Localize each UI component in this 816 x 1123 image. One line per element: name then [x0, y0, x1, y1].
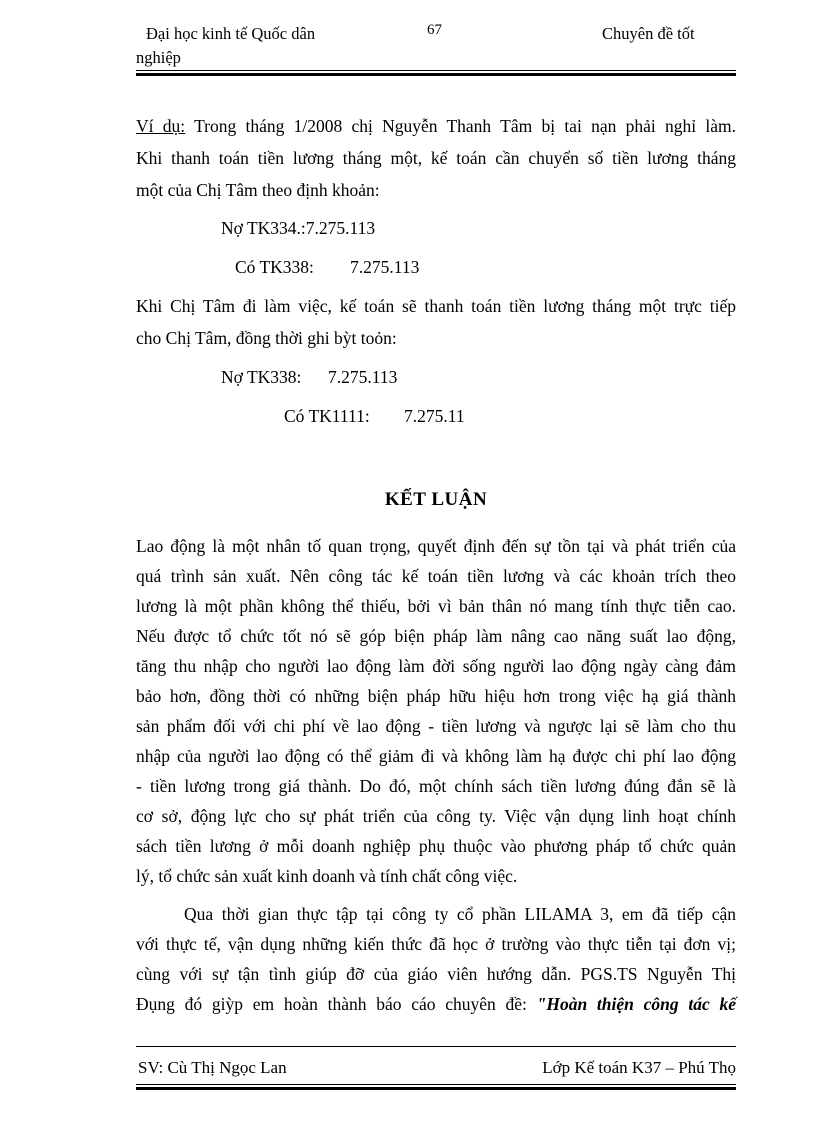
header-university-cont: nghiệp — [136, 48, 181, 67]
example-line-1: Ví dụ: Trong tháng 1/2008 chị Nguyễn Thanh Tâm bị tai nạn phải nghỉ làm. — [136, 116, 736, 136]
page-number: 67 — [427, 22, 442, 38]
p2-line: Qua thời gian thực tập tại công ty cổ phần LILAMA 3, em đã tiếp cận — [184, 904, 736, 924]
p1-line: Lao động là một nhân tố quan trọng, quyết định đến sự tồn tại và phát triển của — [136, 536, 736, 556]
project-title-fragment: "Hoàn thiện công tác kế — [536, 994, 736, 1014]
journal-entry-4: Có TK1111: 7.275.11 — [284, 406, 465, 426]
p2-line: Đụng đó giỳp em hoàn thành báo cáo chuyên đề: "Hoàn thiện công tác kế — [136, 994, 736, 1014]
p1-line: lương là một phần không thể thiếu, bởi vì bản thân nó mang tính thực tiễn cao. — [136, 596, 736, 616]
example-line-4: Khi Chị Tâm đi làm việc, kế toán sẽ thanh toán tiền lương tháng một trực tiếp — [136, 296, 736, 316]
footer-class: Lớp Kế toán K37 – Phú Thọ — [542, 1058, 736, 1077]
example-label: Ví dụ: — [136, 116, 186, 136]
page-header — [136, 22, 736, 72]
header-title: Chuyên đề tốt — [602, 24, 695, 43]
p1-line: tăng thu nhập cho người lao động làm đời sống người lao động ngày càng đảm — [136, 656, 736, 676]
p1-line: - tiền lương trong giá thành. Do đó, một chính sách tiền lương đúng đắn sẽ là — [136, 776, 736, 796]
example-line-3: một của Chị Tâm theo định khoản: — [136, 180, 380, 200]
p2-line: cùng với sự tận tình giúp đỡ của giáo viên hướng dẫn. PGS.TS Nguyễn Thị — [136, 964, 736, 984]
header-university: Đại học kinh tế Quốc dân — [146, 24, 316, 43]
header-rule-thin — [136, 70, 736, 71]
footer-rule-thin — [136, 1084, 736, 1085]
p2-line: với thực tế, vận dụng những kiến thức đã học ở trường vào thực tiễn tại đơn vị; — [136, 934, 736, 954]
example-line-2: Khi thanh toán tiền lương tháng một, kế toán cần chuyển số tiền lương tháng — [136, 148, 736, 168]
footer-rule-top — [136, 1046, 736, 1047]
p1-line: bảo hơn, đồng thời có những biện pháp hữu hiệu hơn trong việc hạ giá thành — [136, 686, 736, 706]
p1-line: quá trình sản xuất. Nên công tác kế toán tiền lương và các khoản trích theo — [136, 566, 736, 586]
footer-student: SV: Cù Thị Ngọc Lan — [138, 1058, 287, 1077]
footer-rule-thick — [136, 1087, 736, 1090]
conclusion-title: KẾT LUẬN — [384, 489, 488, 510]
header-rule-thick — [136, 73, 736, 76]
p1-line: lý, tổ chức sản xuất kinh doanh và tính chất công việc. — [136, 866, 518, 886]
p1-line: sách tiền lương ở mỗi doanh nghiệp phụ thuộc vào phương pháp tổ chức quản — [136, 836, 736, 856]
p1-line: Nếu được tổ chức tốt nó sẽ góp biện pháp làm nâng cao năng suất lao động, — [136, 626, 736, 646]
p1-line: nhập của người lao động có thể giảm đi và không làm hạ được chi phí lao động — [136, 746, 736, 766]
example-line-5: cho Chị Tâm, đồng thời ghi bỳt toỏn: — [136, 328, 397, 348]
journal-entry-3: Nợ TK338: 7.275.113 — [221, 367, 398, 387]
p1-line: cơ sở, động lực cho sự phát triển của công ty. Việc vận dụng linh hoạt chính — [136, 806, 736, 826]
journal-entry-2: Có TK338: 7.275.113 — [235, 257, 420, 277]
journal-entry-1: Nợ TK334.:7.275.113 — [221, 218, 376, 238]
p1-line: sản phẩm đối với chi phí về lao động - tiền lương và ngược lại sẽ làm cho thu — [136, 716, 736, 736]
